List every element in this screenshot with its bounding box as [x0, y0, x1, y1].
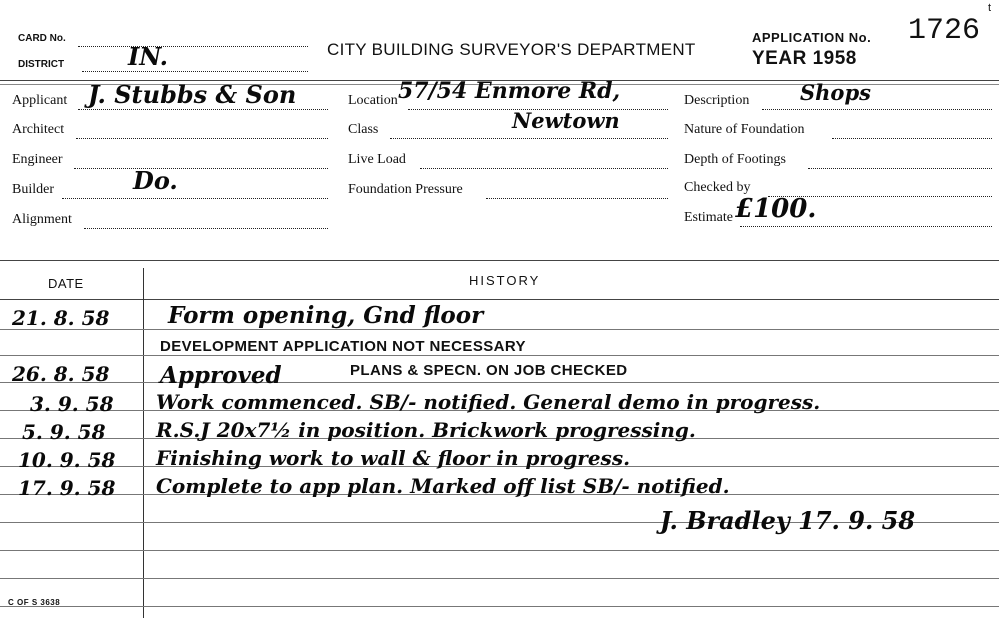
card-no-line — [78, 46, 308, 47]
alignment-label: Alignment — [12, 212, 72, 227]
district-label: DISTRICT — [18, 59, 65, 70]
history-entry: Complete to app plan. Marked off list SB/- notified. — [156, 474, 730, 498]
history-date: 3. 9. 58 — [30, 392, 114, 416]
history-date: 5. 9. 58 — [22, 420, 106, 444]
history-entry: R.S.J 20x7½ in position. Brickwork progressing. — [156, 418, 696, 442]
builder-label: Builder — [12, 182, 54, 197]
engineer-label: Engineer — [12, 152, 63, 167]
estimate-value: £100. — [735, 194, 817, 224]
history-entry: Finishing work to wall & floor in progress. — [156, 446, 631, 470]
live-load-label: Live Load — [348, 152, 406, 167]
history-top-rule — [0, 260, 999, 261]
year-label: YEAR 1958 — [752, 48, 857, 69]
foundation-pressure-label: Foundation Pressure — [348, 182, 463, 197]
description-line — [762, 109, 992, 110]
rule-3 — [0, 382, 999, 383]
card-no-label: CARD No. — [18, 33, 66, 44]
depth-of-footings-label: Depth of Footings — [684, 152, 786, 167]
history-date: 26. 8. 58 — [12, 362, 110, 386]
applicant-label: Applicant — [12, 93, 68, 108]
history-entry: Work commenced. SB/- notified. General demo in progress. — [156, 390, 821, 414]
builder-value: Do. — [133, 166, 178, 195]
estimate-line — [740, 226, 992, 227]
rule-1 — [0, 329, 999, 330]
department-title: CITY BUILDING SURVEYOR'S DEPARTMENT — [327, 40, 696, 59]
history-stamp: DEVELOPMENT APPLICATION NOT NECESSARY — [160, 338, 526, 355]
application-no-label: APPLICATION No. — [752, 30, 872, 45]
district-line — [82, 71, 308, 72]
depth-of-footings-line — [808, 168, 992, 169]
architect-label: Architect — [12, 122, 65, 137]
application-no-value: 1726 — [908, 14, 981, 48]
engineer-line — [74, 168, 328, 169]
history-header-rule — [0, 299, 999, 300]
rule-10 — [0, 578, 999, 579]
signature: J. Bradley 17. 9. 58 — [660, 506, 916, 535]
history-date: 21. 8. 58 — [12, 306, 110, 330]
live-load-line — [420, 168, 668, 169]
location-label: Location — [348, 93, 398, 108]
location-value: 57/54 Enmore Rd, — [398, 78, 621, 104]
district-value: IN. — [128, 42, 168, 71]
history-stamp: PLANS & SPECN. ON JOB CHECKED — [350, 362, 628, 379]
description-value: Shops — [800, 80, 871, 105]
foundation-pressure-line — [486, 198, 668, 199]
corner-mark: t — [988, 2, 992, 14]
rule-2 — [0, 355, 999, 356]
history-date: 17. 9. 58 — [18, 476, 116, 500]
date-column-divider — [143, 268, 144, 618]
nature-of-foundation-line — [832, 138, 992, 139]
class-value: Newtown — [512, 108, 620, 133]
estimate-label: Estimate — [684, 210, 733, 225]
history-entry: Form opening, Gnd floor — [168, 302, 484, 329]
checked-by-label: Checked by — [684, 180, 751, 195]
architect-line — [76, 138, 328, 139]
applicant-line — [78, 109, 328, 110]
form-code: C OF S 3638 — [8, 598, 61, 607]
history-entry: Approved — [160, 362, 282, 389]
history-date: 10. 9. 58 — [18, 448, 116, 472]
nature-of-foundation-label: Nature of Foundation — [684, 122, 805, 137]
class-label: Class — [348, 122, 379, 137]
builder-line — [62, 198, 328, 199]
description-label: Description — [684, 93, 750, 108]
applicant-value: J. Stubbs & Son — [88, 80, 297, 109]
date-header: DATE — [48, 276, 84, 291]
history-header: HISTORY — [469, 273, 541, 288]
class-line — [390, 138, 668, 139]
rule-11 — [0, 606, 999, 607]
alignment-line — [84, 228, 328, 229]
rule-9 — [0, 550, 999, 551]
